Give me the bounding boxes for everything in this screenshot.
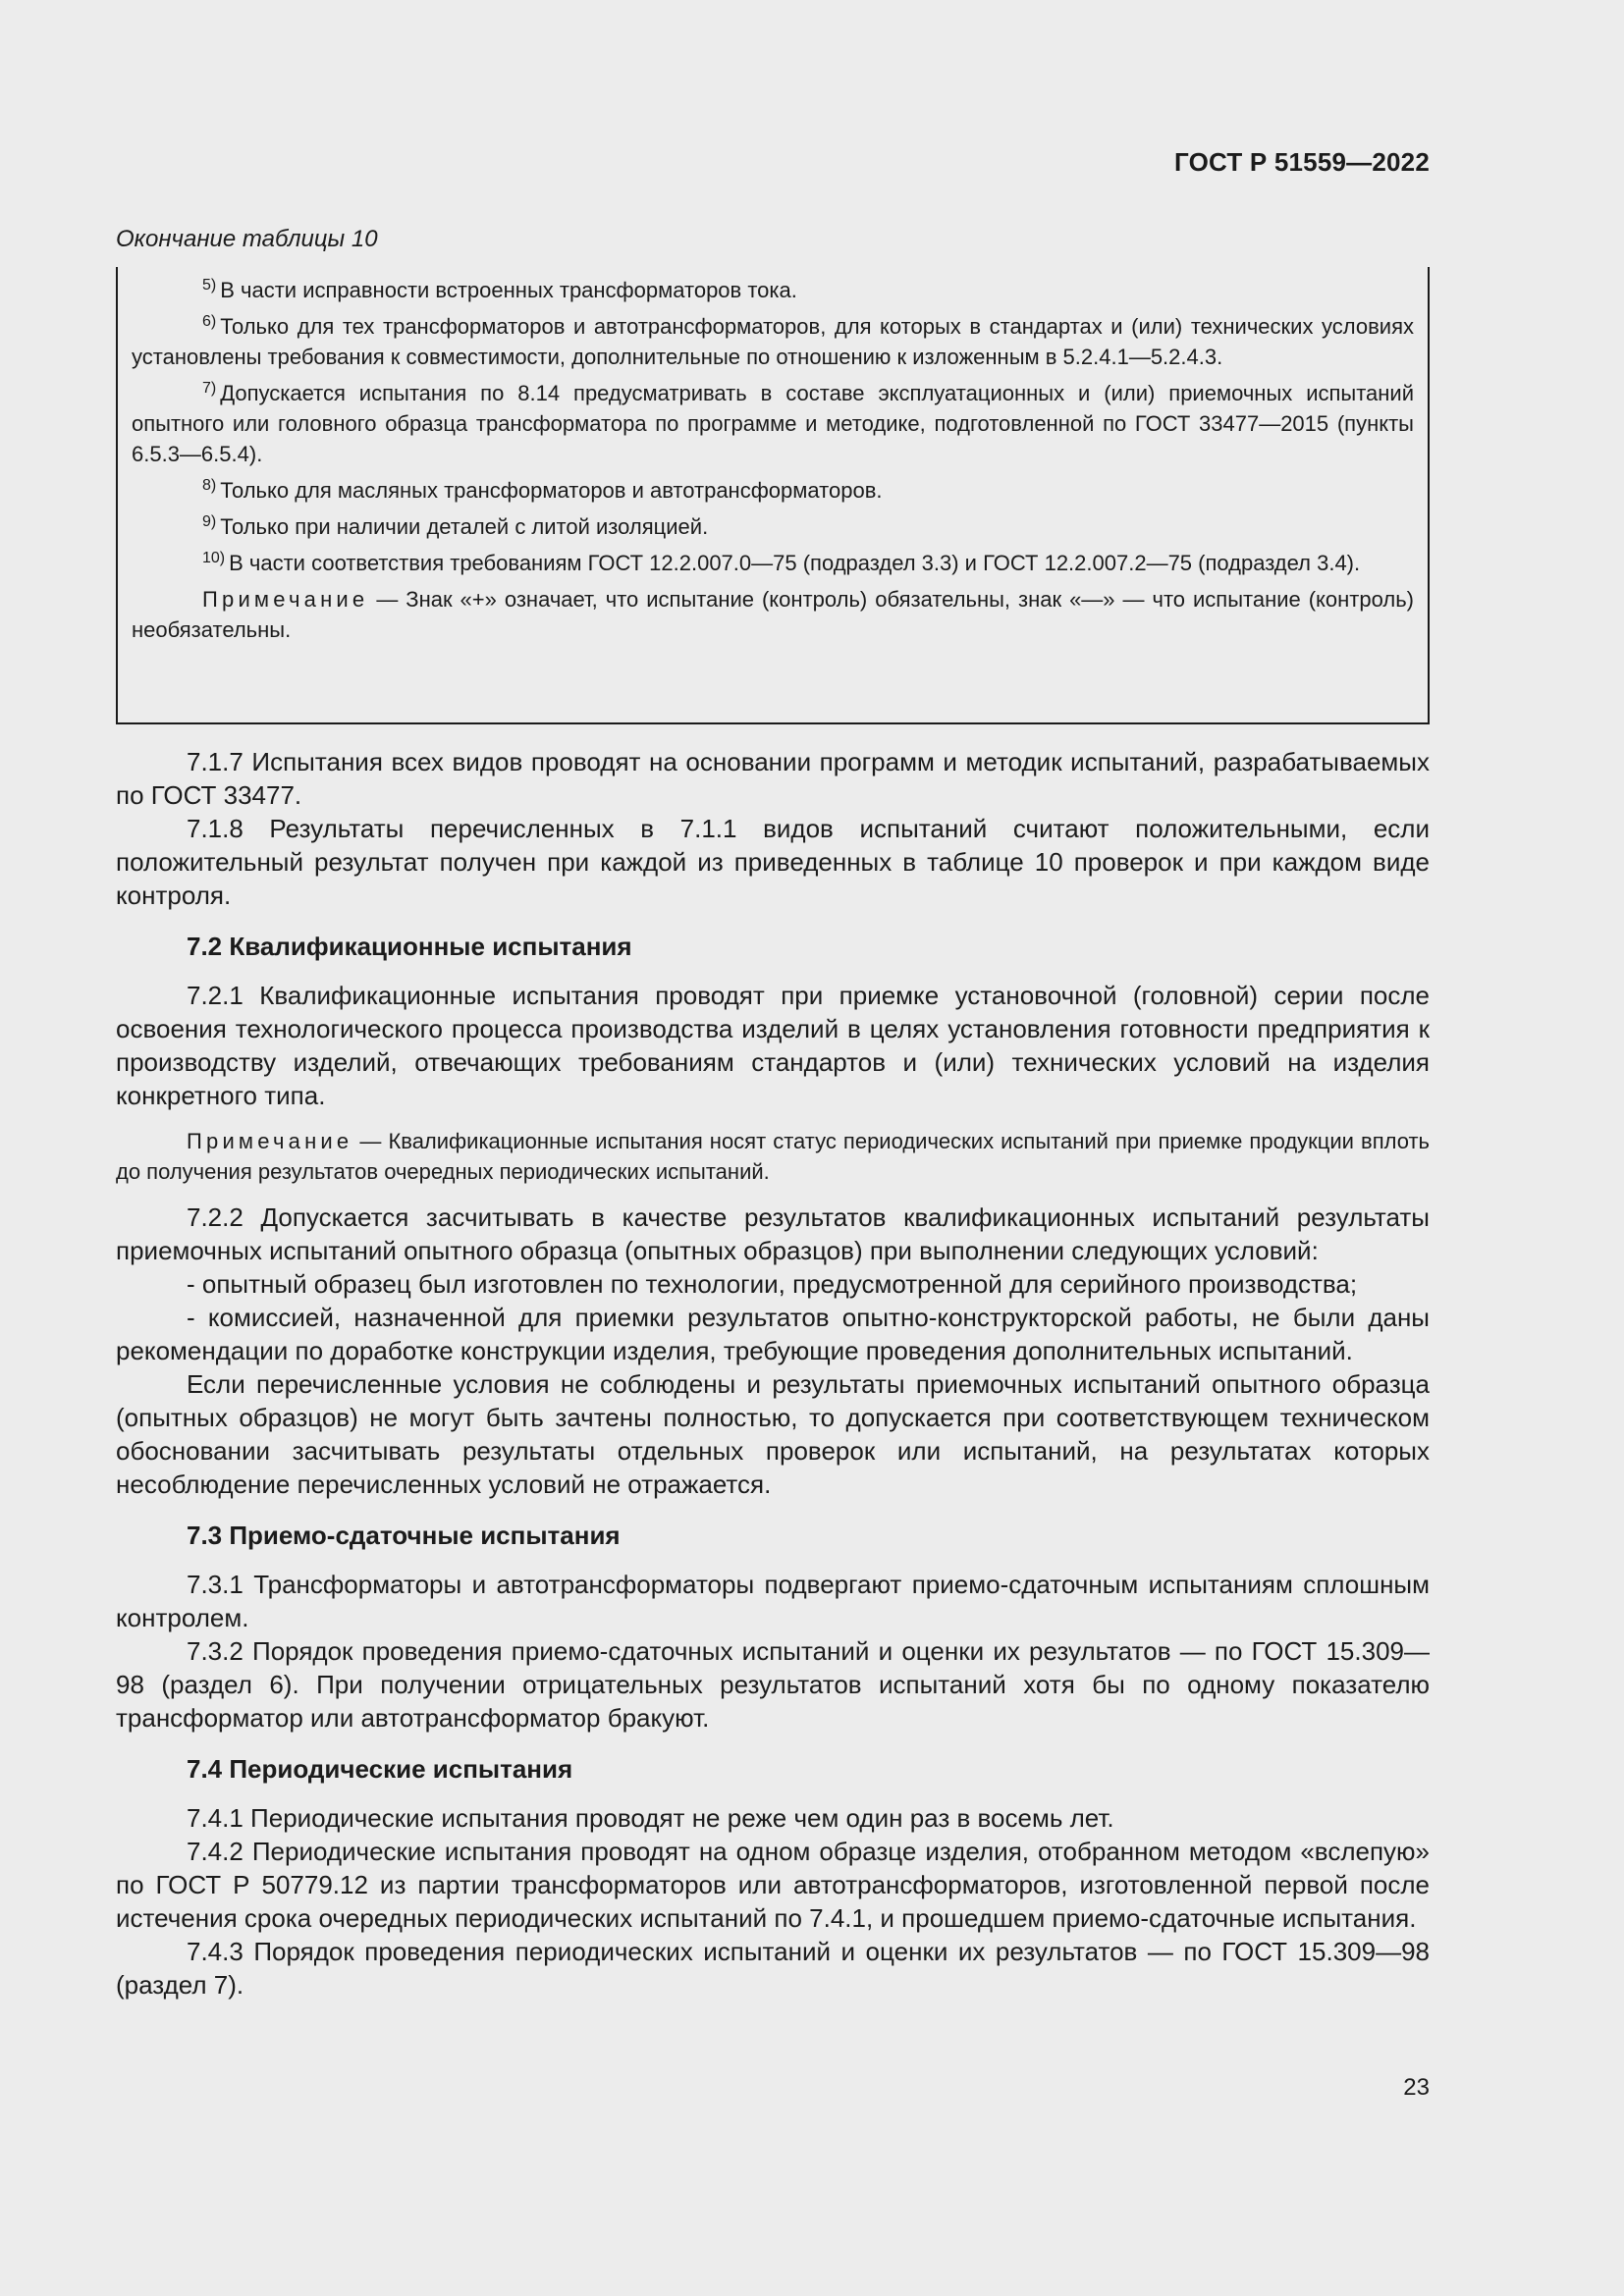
note-7-2 [116,1126,1430,1187]
paragraph-7-4-2: 7.4.2 Периодические испытания проводят на одном образце изделия, отобранном методом «вслепую» по ГОСТ Р 50779.12 из партии трансформаторов или автотрансформаторов, изготовленной первой после истечения срока очередных периодических испытаний по 7.4.1, и прошедшем приемо-сдаточные испытания. [116,1837,1430,1933]
paragraph-7-1-8: 7.1.8 Результаты перечисленных в 7.1.1 видов испытаний считают положительными, если положительный результат получен при каждой из приведенных в таблице 10 проверок и при каждом виде контроля. [116,814,1430,910]
paragraph-7-3-2: 7.3.2 Порядок проведения приемо-сдаточных испытаний и оценки их результатов — по ГОСТ 15.309—98 (раздел 6). При получении отрицательных результатов испытаний хотя бы по одному показателю трансформатор или автотрансформатор бракуют. [116,1636,1430,1733]
footnote-mark: 6) [202,313,217,330]
footnote-text: В части исправности встроенных трансформаторов тока. [220,278,797,302]
paragraph-7-4-1: 7.4.1 Периодические испытания проводят не реже чем один раз в восемь лет. [187,1803,1114,1833]
section-heading-7-4: 7.4 Периодические испытания [187,1754,573,1784]
paragraph-7-4-3: 7.4.3 Порядок проведения периодических испытаний и оценки их результатов — по ГОСТ 15.309—98 (раздел 7). [116,1937,1430,2000]
note-text: — Знак «+» означает, что испытание (контроль) обязательны, знак «—» — что испытание (контроль) необязательны. [132,587,1414,642]
paragraph-7-2-1: 7.2.1 Квалификационные испытания проводят при приемке установочной (головной) серии после освоения технологического процесса производства изделий в целях установления готовности предприятия к производству изделий, отвечающих требованиям стандартов и (или) технических условий на изделия конкретного типа. [116,981,1430,1110]
table-note [132,584,1414,645]
footnote [132,311,1414,372]
section-heading-7-3: 7.3 Приемо-сдаточные испытания [187,1521,621,1550]
footnote [132,548,1414,578]
footnote-mark: 10) [202,550,226,566]
footnote-text: Только для тех трансформаторов и автотрансформаторов, для которых в стандартах и (или) технических условиях установлены требования к совместимости, дополнительные по отношению к изложенным в 5.2.4.1—5.2.4.3. [132,314,1414,369]
footnote-mark: 5) [202,277,217,294]
list-item: - комиссией, назначенной для приемки результатов опытно-конструкторской работы, не были даны рекомендации по доработке конструкции изделия, требующие проведения дополнительных испытаний. [116,1303,1430,1365]
footnote-mark: 8) [202,477,217,494]
footnote-mark: 7) [202,380,217,397]
footnote [132,378,1414,469]
note-label: Примечание [187,1129,353,1153]
section-heading-7-2: 7.2 Квалификационные испытания [187,932,632,961]
footnote-mark: 9) [202,513,217,530]
page-number: 23 [1403,2074,1430,2101]
footnote [132,475,1414,506]
paragraph-7-2-2-tail: Если перечисленные условия не соблюдены и результаты приемочных испытаний опытного образца (опытных образцов) не могут быть зачтены полностью, то допускается при соответствующем техническом обосновании засчитывать результаты отдельных проверок или испытаний, на результатах которых несоблюдение перечисленных условий не отражается. [116,1369,1430,1499]
note-label: Примечание [202,587,369,612]
footnote [132,275,1414,305]
document-body [116,745,1430,2002]
footnote [132,511,1414,542]
paragraph-7-1-7: 7.1.7 Испытания всех видов проводят на основании программ и методик испытаний, разрабатываемых по ГОСТ 33477. [116,747,1430,810]
table-footnotes-box [116,267,1430,724]
table-caption: Окончание таблицы 10 [116,226,378,252]
list-item: - опытный образец был изготовлен по технологии, предусмотренной для серийного производства; [187,1269,1358,1299]
document-id: ГОСТ Р 51559—2022 [1174,147,1430,177]
footnote-text: Допускается испытания по 8.14 предусматривать в составе эксплуатационных и (или) приемочных испытаний опытного или головного образца трансформатора по программе и методике, подготовленной по ГОСТ 33477—2015 (пункты 6.5.3—6.5.4). [132,381,1414,466]
paragraph-7-2-2: 7.2.2 Допускается засчитывать в качестве результатов квалификационных испытаний результаты приемочных испытаний опытного образца (опытных образцов) при выполнении следующих условий: [116,1202,1430,1265]
footnote-text: Только при наличии деталей с литой изоляцией. [220,514,709,539]
note-text: — Квалификационные испытания носят статус периодических испытаний при приемке продукции вплоть до получения результатов очередных периодических испытаний. [116,1129,1430,1184]
footnote-text: Только для масляных трансформаторов и автотрансформаторов. [220,478,883,503]
paragraph-7-3-1: 7.3.1 Трансформаторы и автотрансформаторы подвергают приемо-сдаточным испытаниям сплошным контролем. [116,1570,1430,1632]
footnote-text: В части соответствия требованиям ГОСТ 12.2.007.0—75 (подраздел 3.3) и ГОСТ 12.2.007.2—75 (подраздел 3.4). [229,551,1361,575]
